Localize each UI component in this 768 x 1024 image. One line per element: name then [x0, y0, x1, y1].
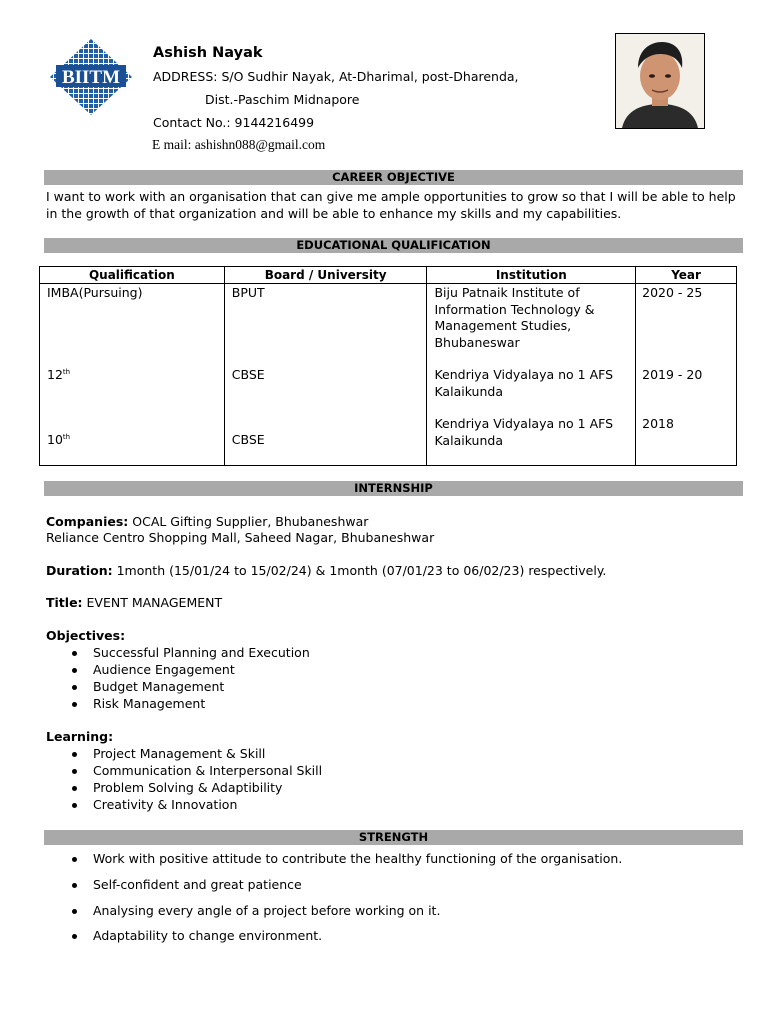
duration-label: Duration:	[46, 563, 113, 578]
qualification-value: 10	[47, 432, 63, 447]
institution-line: Kendriya Vidyalaya no 1 AFS	[434, 416, 614, 431]
title-value: EVENT MANAGEMENT	[82, 595, 223, 610]
institution-line: Bhubaneswar	[434, 334, 520, 350]
internship-heading: INTERNSHIP	[44, 481, 743, 496]
list-item: Problem Solving & Adaptibility	[46, 780, 322, 797]
objectives-label-text: Objectives:	[46, 628, 126, 643]
header-qualification: Qualification	[40, 267, 225, 284]
learning-label	[46, 729, 113, 745]
year-column	[636, 284, 737, 466]
header-institution: Institution	[427, 267, 636, 284]
qualification-cell	[47, 432, 70, 449]
contact-number: Contact No.: 9144216499	[153, 115, 315, 130]
title-line	[46, 595, 222, 611]
qualification-column	[40, 284, 225, 466]
candidate-name: Ashish Nayak	[153, 45, 263, 61]
header-board: Board / University	[224, 267, 427, 284]
institution-cell	[434, 367, 613, 400]
institution-cell	[434, 416, 613, 449]
year-cell: 2019 - 20	[642, 367, 703, 382]
duration-line	[46, 563, 606, 579]
institution-line: Kendriya Vidyalaya no 1 AFS	[434, 367, 614, 382]
companies-line-2: Reliance Centro Shopping Mall, Saheed Nagar, Bhubaneshwar	[46, 530, 435, 545]
strength-heading: STRENGTH	[44, 830, 743, 845]
list-item: Self-confident and great patience	[46, 877, 622, 903]
table-header-row	[40, 267, 737, 284]
list-item: Project Management & Skill	[46, 746, 322, 763]
address-line-2: Dist.-Paschim Midnapore	[205, 92, 360, 107]
board-cell: BPUT	[231, 285, 265, 300]
education-table	[39, 266, 737, 466]
institution-line: Management Studies,	[434, 318, 572, 333]
board-cell: CBSE	[231, 432, 265, 447]
list-item: Audience Engagement	[46, 662, 310, 679]
institution-line: Information Technology &	[434, 301, 595, 317]
institution-line: Kalaikunda	[434, 383, 503, 399]
board-column	[224, 284, 427, 466]
objectives-label	[46, 628, 125, 644]
table-body	[40, 284, 737, 466]
companies-value: OCAL Gifting Supplier, Bhubaneshwar	[128, 514, 369, 529]
address-line-1: ADDRESS: S/O Sudhir Nayak, At-Dharimal, post-Dharenda,	[153, 69, 519, 84]
institution-column	[427, 284, 636, 466]
title-label: Title:	[46, 595, 83, 610]
strength-list	[46, 851, 622, 948]
companies-label: Companies:	[46, 514, 129, 529]
year-cell: 2020 - 25	[642, 285, 703, 300]
list-item: Budget Management	[46, 679, 310, 696]
list-item: Work with positive attitude to contribute the healthy functioning of the organisation.	[46, 851, 622, 877]
year-cell: 2018	[642, 416, 674, 431]
career-objective-text: I want to work with an organisation that can give me ample opportunities to grow so that I will be able to help in the growth of that organization and will be able to enhance my skills and my capabilities.	[46, 189, 736, 221]
list-item: Creativity & Innovation	[46, 797, 322, 814]
learning-label-text: Learning:	[46, 729, 114, 744]
ordinal-suffix: th	[62, 368, 71, 376]
list-item: Analysing every angle of a project before working on it.	[46, 903, 622, 928]
institution-cell	[434, 285, 594, 351]
header-year: Year	[636, 267, 737, 284]
list-item: Successful Planning and Execution	[46, 645, 310, 662]
biitm-logo	[48, 38, 134, 116]
objectives-list	[46, 645, 310, 713]
learning-list	[46, 746, 322, 814]
institution-line: Kalaikunda	[434, 432, 503, 448]
career-objective-heading: CAREER OBJECTIVE	[44, 170, 743, 185]
person-photo-icon	[616, 34, 704, 128]
list-item: Adaptability to change environment.	[46, 928, 622, 948]
list-item: Communication & Interpersonal Skill	[46, 763, 322, 780]
board-cell: CBSE	[231, 367, 265, 382]
profile-photo	[615, 33, 705, 129]
ordinal-suffix: th	[62, 433, 71, 441]
duration-value: 1month (15/01/24 to 15/02/24) & 1month (07/01/23 to 06/02/23) respectively.	[112, 563, 607, 578]
qualification-value: 12	[47, 367, 63, 382]
list-item: Risk Management	[46, 696, 310, 713]
education-heading: EDUCATIONAL QUALIFICATION	[44, 238, 743, 253]
logo-text: BIITM	[61, 67, 121, 88]
qualification-cell	[47, 367, 70, 384]
companies-line-1	[46, 514, 368, 530]
biitm-logo-mark	[48, 38, 134, 116]
qualification-cell: IMBA(Pursuing)	[47, 285, 143, 300]
email-address: E mail: ashishn088@gmail.com	[152, 137, 326, 152]
institution-line: Biju Patnaik Institute of	[434, 285, 580, 300]
